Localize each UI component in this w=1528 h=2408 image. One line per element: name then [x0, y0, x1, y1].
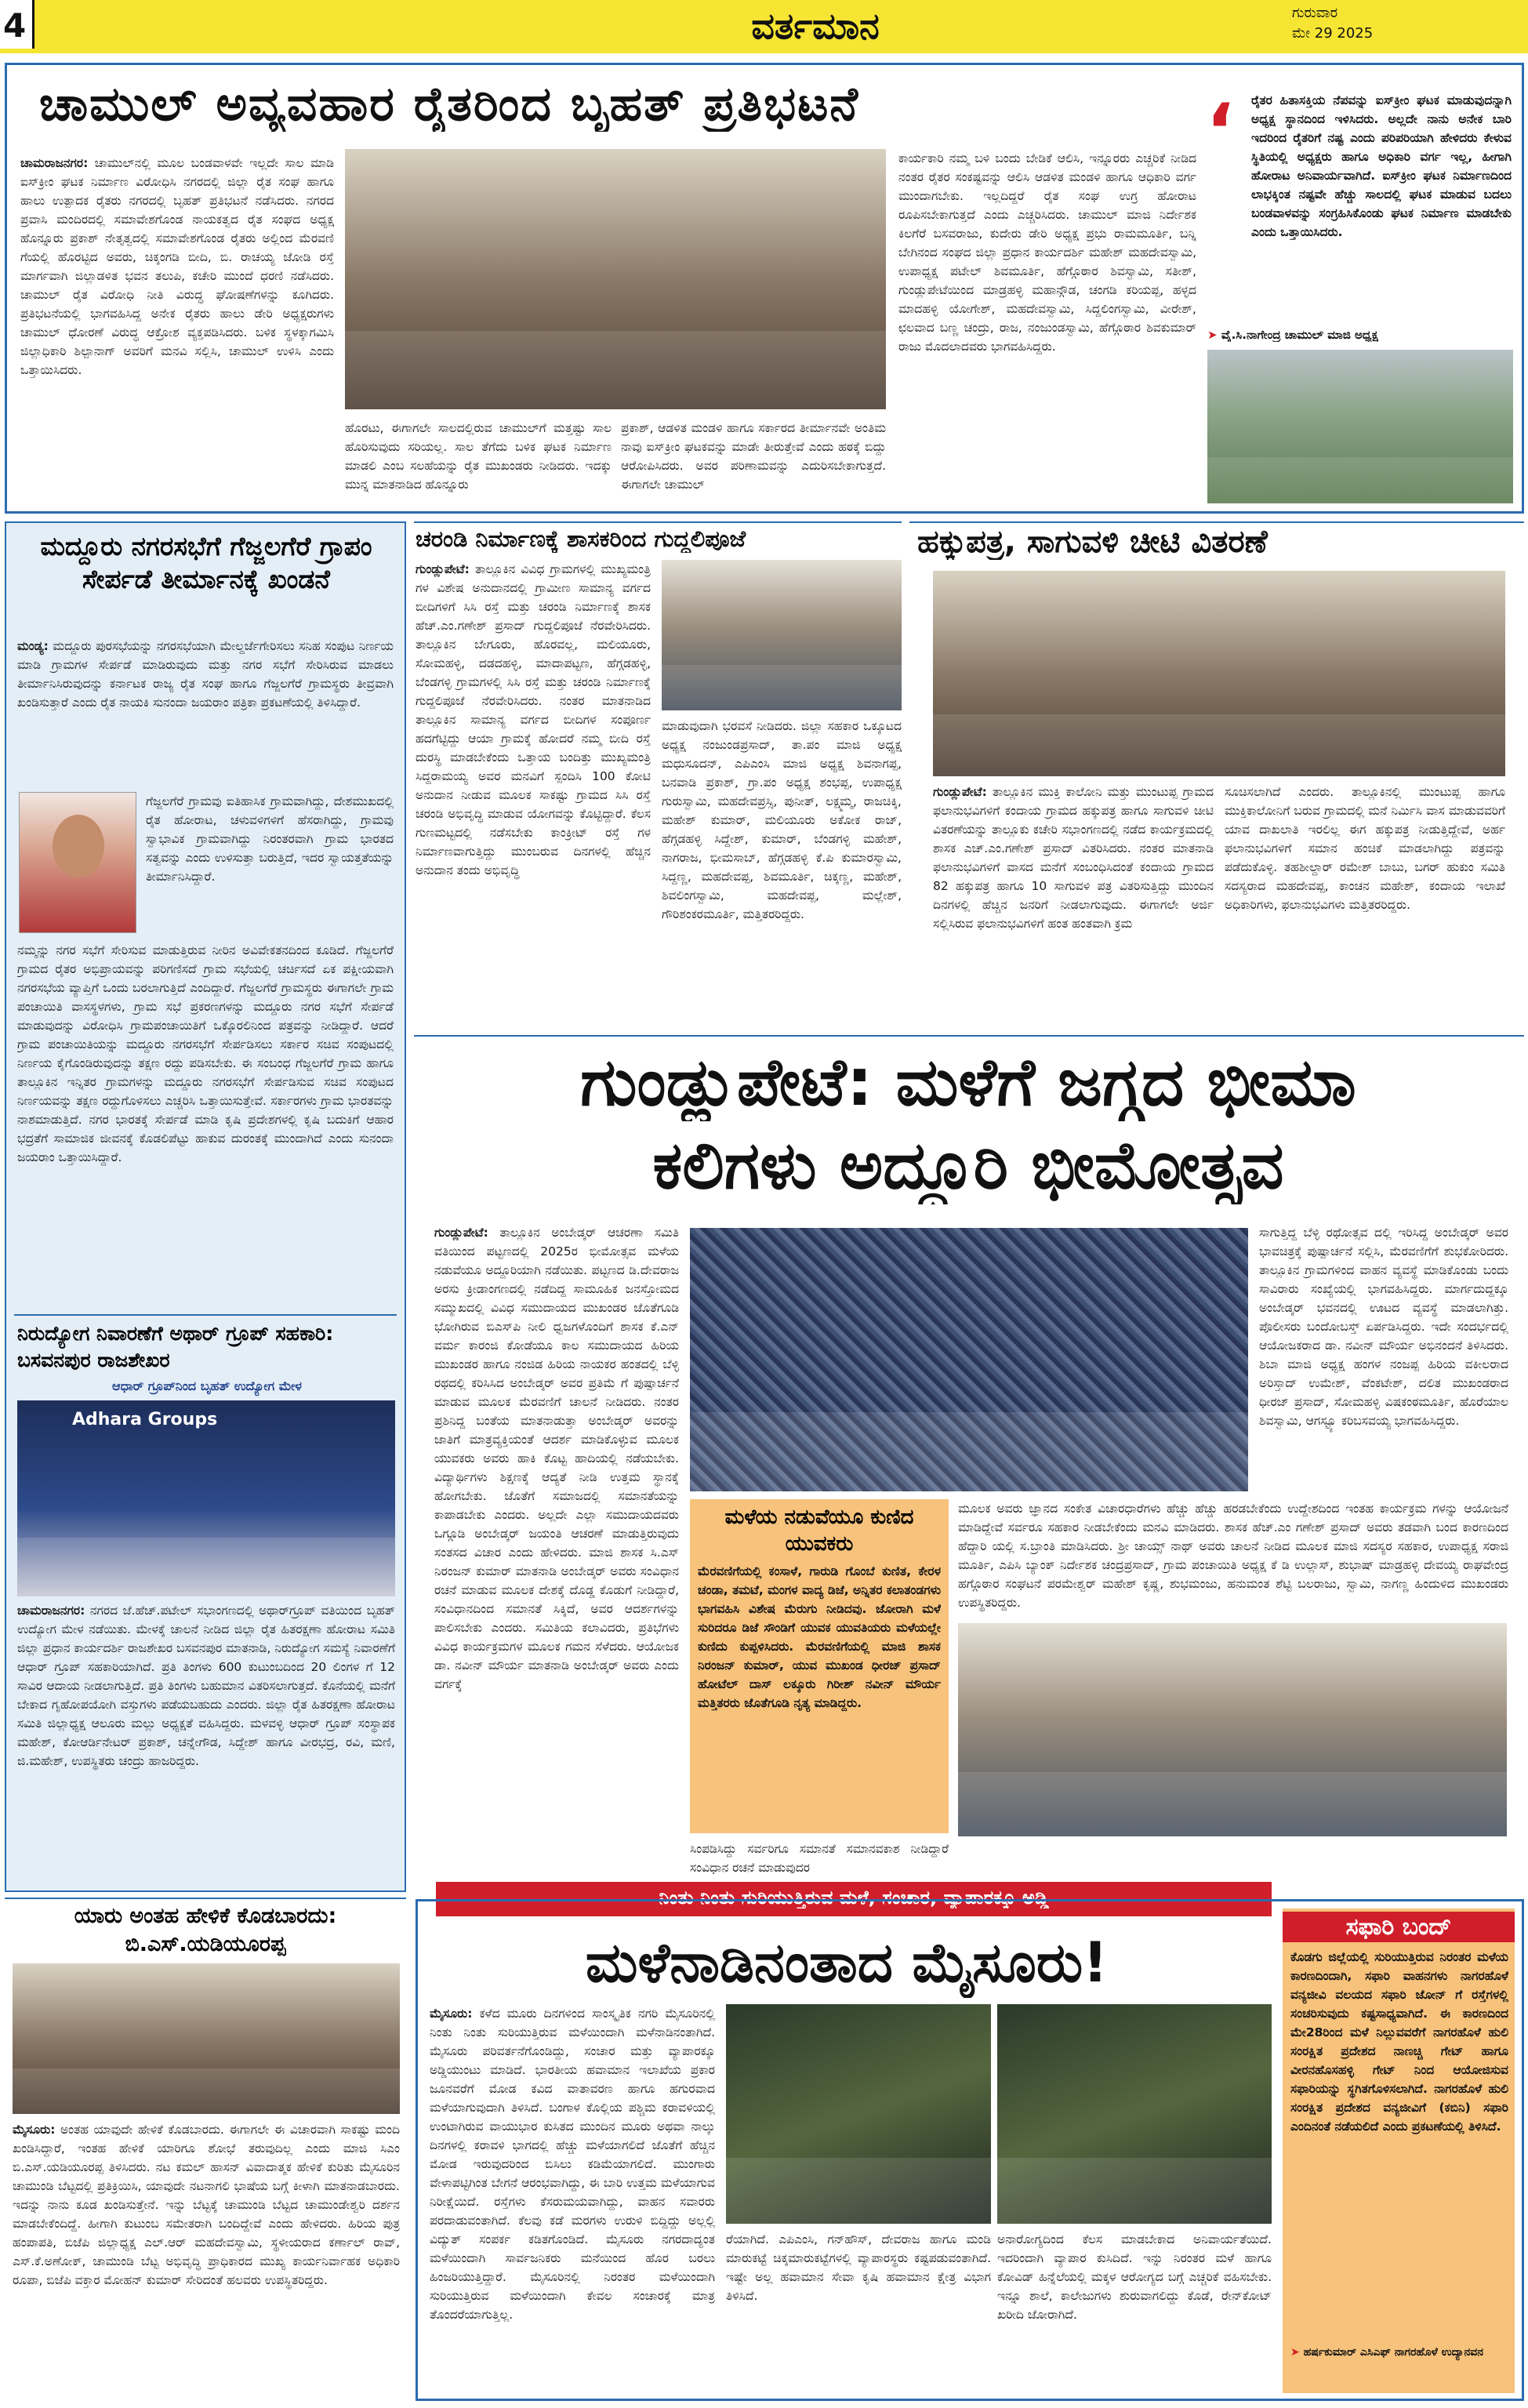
story1-mid-col: ಪ್ರಕಾಶ್, ಆಡಳಿತ ಮಂಡಳಿ ಹಾಗೂ ಸರ್ಕಾರದ ತೀರ್ಮಾನವೇ ಅಂತಿಮ ನಾವು ಐಸ್‌ಕ್ರೀಂ ಘಟಕವನ್ನು ಮಾಡೇ ತೀರುತ್ತೇವೆ ಎಂದು ಹಠಕ್ಕೆ ಬಿದ್ದು ಆರೋಪಿಸಿದರು. ಅವರ ಪರಿಣಾಮವನ್ನು ಎದುರಿಸಬೇಕಾಗುತ್ತದೆ. ಈಗಾಗಲೇ ಚಾಮುಲ್ — [621, 421, 886, 492]
story5-headline-1: ಗುಂಡ್ಲುಪೇಟೆ: ಮಳೆಗೆ ಜಗ್ಗದ ಭೀಮಾ — [580, 1044, 1356, 1120]
story7-rule — [5, 1898, 406, 1899]
story8-under-photo-1: ರೆಯಾಗಿದೆ. ಎಪಿಎಂಸಿ, ಗನ್‌ಹೌಸ್, ದೇವರಾಜ ಹಾಗೂ ಮಂಡಿ ಮಾರುಕಟ್ಟೆ ಚಿಕ್ಕಮಾರುಕಟ್ಟೆಗಳಲ್ಲಿ ವ್ಯಾಪಾರಸ್ಥರು ಕಷ್ಟಪಡುವಂತಾಗಿದೆ. ಇಷ್ಟೇ ಅಲ್ಲ ಹವಾಮಾನ ಸೇವಾ ಕೃಷಿ ಹವಾಮಾನ ಕ್ಷೇತ್ರ ವಿಭಾಗ ತಿಳಿಸಿದೆ. — [726, 2232, 991, 2303]
story1-col3: ಕಾರ್ಯಕಾರಿ ನಮ್ಮ ಬಳಿ ಬಂದು ಬೇಡಿಕೆ ಆಲಿಸಿ, ಇನ್ನೂರರು ಎಚ್ಚರಿಕೆ ನೀಡಿದ ನಂತರ ರೈತರ ಸಂಕಷ್ಟವನ್ನು ಆಲಿಸಿ ಆಡಳಿತ ಮಂಡಳಿ ಹಾಗೂ ಆಧಿಕಾರಿ ವರ್ಗ ಮುಂದಾಗಬೇಕು. ಇಲ್ಲದಿದ್ದರೆ ರೈತ ಸಂಘ ಉಗ್ರ ಹೋರಾಟ ರೂಪಿಸಬೇಕಾಗುತ್ತದೆ ಎಂದು ಎಚ್ಚರಿಸಿದರು. ಚಾಮುಲ್ ಮಾಜಿ ನಿರ್ದೇಶಕ ಕಿಲಗೆರೆ ಬಸವರಾಜು, ಕುದೇರು ಡೇರಿ ಅಧ್ಯಕ್ಷ ಪ್ರಭು ರಾಮಮೂರ್ತಿ, ಬನ್ನಿ ಬೇಗಿನಂದ ಸಂಘದ ಜಿಲ್ಲಾ ಪ್ರಧಾನ ಕಾರ್ಯದರ್ಶಿ ಮಹೇಶ್ ಮಹದೇವಸ್ವಾಮಿ, ಉಪಾಧ್ಯಕ್ಷ ಪಟೇಲ್ ಶಿವಮೂರ್ತಿ, ಹೆಗ್ಗೊಠಾರ ಶಿವಸ್ವಾಮಿ, ಸತೀಶ್, ಗುಂಡ್ಲುಪೇಟೆಯಿಂದ ಮಾಡ್ರಹಳ್ಳಿ ಮಹಾನ್ಗೌಡ, ಚಂಗಡಿ ಕರಿಯಪ್ಪ, ಹಳ್ಳದ ಮಾದಹಳ್ಳಿ ಯೋಗೇಶ್, ಮಹದೇವಸ್ವಾಮಿ, ಸಿದ್ದಲಿಂಗಸ್ವಾಮಿ, ವೀರೇಶ್, ಛಲವಾದ ಬಣ್ಣ ಚಂದ್ರು, ರಾಜ, ನಂಜುಂಡಸ್ವಾಮಿ, ಹೆಗ್ಗೊಠಾರ ಶಿವಕುಮಾರ್ ರಾಜು ಮೊದಲಾದವರು ಭಾಗವಹಿಸಿದ್ದರು. — [898, 151, 1196, 354]
story2-lead-text: ಮದ್ದೂರು ಪುರಸಭೆಯನ್ನು ನಗರಸಭೆಯಾಗಿ ಮೇಲ್ದರ್ಜೆಗೇರಿಸಲು ಸನಿಹ ಸಂಪುಟ ನಿರ್ಣಯ ಮಾಡಿ ಗ್ರಾಮಗಳ ಸೇರ್ಪಡೆ ಮಾಡಿರುವುದು ಮತ್ತು ನಗರ ಸಭೆಗೆ ಸೇರಿಸಿರುವ ಮಾಡಲು ತೀರ್ಮಾನಿಸಿರುವುದನ್ನು ಕರ್ನಾಟಕ ರಾಜ್ಯ ರೈತ ಸಂಘ ಹಾಗೂ ಗೆಜ್ಜಲಗೆರೆ ಗ್ರಾಮಸ್ಥರು ತೀವ್ರವಾಗಿ ಖಂಡಿಸುತ್ತಾರೆ ಎಂದು ರೈತ ನಾಯಕಿ ಸುನಂದಾ ಜಯರಾಂ ಪತ್ರಿಕಾ ಪ್ರಕಟಣೆಯಲ್ಲಿ ತಿಳಿಸಿದ್ದಾರೆ. — [17, 639, 394, 710]
masthead-date: ಮೇ 29 2025 — [1292, 25, 1374, 42]
safari-attrib-text: ಹರ್ಷಕುಮಾರ್ ಎಸಿಎಫ್ ನಾಗರಹೊಳೆ ಉದ್ಯಾನವನ — [1303, 2346, 1484, 2359]
story8-photo-tree — [726, 2004, 991, 2224]
story3-body-text: ನಂತರ ಮಾತನಾಡಿದ ತಾಲ್ಲೂಕಿನ ಸಾಮಾನ್ಯ ವರ್ಗದ ಬೀದಿಗಳ ಸಂಪೂರ್ಣ ಹದಗೆಟ್ಟಿದ್ದು ಆಯಾ ಗ್ರಾಮಕ್ಕೆ ಹೋದರೆ ನಮ್ಮ ಬೀದಿ ರಸ್ತೆ ದುರಸ್ಥಿ ಮಾಡಬೇಕೆಂದು ಒತ್ತಾಯ ಬಂದಿತ್ತು ಮುಖ್ಯಮಂತ್ರಿ ಸಿದ್ದರಾಮಯ್ಯ ಅವರ ಮನವಿಗೆ ಸ್ಪಂದಿಸಿ 100 ಕೋಟಿ ಅನುದಾನ ನೀಡುವ ಮೂಲಕ ಸಾಕಷ್ಟು ಗ್ರಾಮದ ಸಿಸಿ ರಸ್ತೆ ಚರಂಡಿ ಅಭಿವೃದ್ಧಿ ಮಾಡುವ ಯೋಗವನ್ನು ಕೊಟ್ಟಿದ್ದಾರೆ. ಕೆಲಸ ಗುಣಮಟ್ಟದಲ್ಲಿ ನಡೆಸಬೇಕು ಕಾಂಕ್ರೀಟ್ ರಸ್ತೆ ಗಳ ನಿರ್ಮಾಣವಾಗುತ್ತಿದ್ದು ಮುಂಬರುವ ದಿನಗಳಲ್ಲಿ ಹೆಚ್ಚಿನ ಅನುದಾನ ತಂದು ಅಭಿವೃದ್ಧಿ — [416, 694, 651, 877]
story3-lead-text: ತಾಲ್ಲೂಕಿನ ವಿವಿಧ ಗ್ರಾಮಗಳಲ್ಲಿ ಮುಖ್ಯಮಂತ್ರಿ ಗಳ ವಿಶೇಷ ಅನುದಾನದಲ್ಲಿ ಗ್ರಾಮೀಣ ಸಾಮಾನ್ಯ ವರ್ಗದ ಬೀದಿಗಳಿಗೆ ಸಿಸಿ ರಸ್ತೆ ಮತ್ತು ಚರಂಡಿ ನಿರ್ಮಾಣಕ್ಕೆ ಶಾಸಕ ಹೆಚ್.ಎಂ.ಗಣೇಶ್ ಪ್ರಸಾದ್ ಗುದ್ದಲಿಪೂಜೆ ನೆರವೇರಿಸಿದರು. ತಾಲ್ಲೂಕಿನ ಬೇಗೂರು, ಹೊರವಲ್ಲ, ಮಲಿಯೂರು, ಸೋಮಹಳ್ಳಿ, ದಡದಹಳ್ಳಿ, ಮಾದಾಪಟ್ಟಣ, ಹೆಗ್ಗಡಹಳ್ಳಿ, ಬೆಂಡಗಳ್ಳಿ ಗ್ರಾಮಗಳಲ್ಲಿ ಸಿಸಿ ರಸ್ತೆ ಮತ್ತು ಚರಂಡಿ ನಿರ್ಮಾಣಕ್ಕೆ ಗುದ್ದಲಿಪೂಜೆ ನೆರವೇರಿಸಿದರು. — [416, 562, 651, 708]
paper-name: ವರ್ತಮಾನ — [751, 5, 880, 47]
story8-photo-street — [997, 2004, 1272, 2224]
story7-body-text: ಅಂತಹ ಯಾವುದೇ ಹೇಳಿಕೆ ಕೊಡಬಾರದು. ಈಗಾಗಲೇ ಈ ವಿಚಾರವಾಗಿ ಸಾಕಷ್ಟು ಮಂದಿ ಖಂಡಿಸಿದ್ದಾರೆ, ಇಂತಹ ಹೇಳಿಕೆ ಯಾರಿಗೂ ಶೋಭೆ ತರುವುದಿಲ್ಲ ಎಂದು ಮಾಜಿ ಸಿಎಂ ಬಿ.ಎಸ್.ಯಡಿಯೂರಪ್ಪ ತಿಳಿಸಿದರು. ನಟ ಕಮಲ್ ಹಾಸನ್ ವಿವಾದಾತ್ಮಕ ಹೇಳಿಕೆ ಕುರಿತು ಮೈಸೂರಿನ ಚಾಮುಂಡಿ ಬೆಟ್ಟದಲ್ಲಿ ಪ್ರತಿಕ್ರಿಯಿಸಿ, ಯಾವುದೇ ನಟನಾಗಲಿ ಭಾಷೆಯ ಬಗ್ಗೆ ಕೀಳಾಗಿ ಮಾತನಾಡಬಾರದು. ಇದನ್ನು ನಾನು ಕೂಡ ಖಂಡಿಸುತ್ತೇನೆ. ಇನ್ನು ಬೆಟ್ಟಕ್ಕೆ ಚಾಮುಂಡಿ ಬೆಟ್ಟದ ಚಾಮುಂಡೇಶ್ವರಿ ದರ್ಶನ ಮಾಡಬೇಕೆಂದಿದ್ದೆ. ಹೀಗಾಗಿ ಕುಟುಂಬ ಸಮೇತರಾಗಿ ಬಂದಿದ್ದೇವೆ ಎಂದು ಹೇಳಿದರು. ಹಿರಿಯ ಪುತ್ರ ಹಂಪಾಪತಿ, ಬಿಜೆಪಿ ಜಿಲ್ಲಾಧ್ಯಕ್ಷ ಎಲ್.ಆರ್ ಮಹದೇವಸ್ವಾಮಿ, ಸ್ಥಳೀಯರಾದ ಕರ್ಣಾಲ್ ರಾವ್, ಎಸ್.ಕೆ.ಅಣೋಕ್, ಚಾಮುಂಡಿ ಬೆಟ್ಟ ಅಭಿವೃದ್ಧಿ ಪ್ರಾಧಿಕಾರದ ಮುಖ್ಯ ಕಾರ್ಯನಿರ್ವಾಹಕ ಅಧಿಕಾರಿ ರೂಪಾ, ಬಿಜೆಪಿ ವಕ್ತಾರ ಮೋಹನ್ ಕುಮಾರ್ ಸೇರಿದಂತೆ ಹಲವರು ಉಪಸ್ಥಿತರಿದ್ದರು. — [13, 2123, 400, 2287]
quote-attrib — [1207, 328, 1513, 342]
story5-bottom-left: ಸಿಂಪಡಿಸಿದ್ದು ಸರ್ವರಿಗೂ ಸಮಾನತೆ ಸಮಾನವಕಾಶ ನೀಡಿದ್ದಾರೆ ಸಂವಿಧಾನ ರಚನೆ ಮಾಡುವುದರ — [690, 1842, 949, 1875]
story6-banner: Adhara Groups — [72, 1410, 218, 1429]
story3-rule — [414, 521, 902, 523]
story7-body — [13, 2120, 400, 2395]
story8-under-photo-2: ಅನಾರೋಗ್ಯದಿಂದ ಕೆಲಸ ಮಾಡಬೇಕಾದ ಅನಿವಾರ್ಯತೆಯಿದೆ. ಇದರಿಂದಾಗಿ ವ್ಯಾಪಾರ ಕುಸಿದಿದೆ. ಇನ್ನು ನಿರಂತರ ಮಳೆ ಹಾಗೂ ಕೋವಿಡ್ ಹಿನ್ನೆಲೆಯಲ್ಲಿ ಮಕ್ಕಳ ಆರೋಗ್ಯದ ಬಗ್ಗೆ ಎಚ್ಚರಿಕೆ ವಹಿಸಬೇಕು. ಇನ್ನೂ ಶಾಲೆ, ಕಾಲೇಜುಗಳು ಶುರುವಾಗಲಿದ್ದು ಕೊಡೆ, ರೇನ್‌ಕೋಟ್ ಖರೀದಿ ಜೋರಾಗಿದೆ. — [997, 2232, 1272, 2322]
story5-sidebar-title: ಮಳೆಯ ನಡುವೆಯೂ ಕುಣಿದ ಯುವಕರು — [724, 1505, 914, 1556]
story1-headline: ಚಾಮುಲ್ ಅವ್ಯವಹಾರ ರೈತರಿಂದ ಬೃಹತ್ ಪ್ರತಿಭಟನೆ — [39, 77, 860, 132]
story5-col1 — [434, 1223, 679, 1835]
story5-dateline: ಗುಂಡ್ಲುಪೇಟೆ: — [434, 1226, 488, 1240]
story2-dateline: ಮಂಡ್ಯ: — [17, 639, 49, 653]
story3-photo — [662, 560, 902, 710]
story6-body — [17, 1601, 395, 1887]
story3-col2: ಮಾಡುವುದಾಗಿ ಭರವಸೆ ನೀಡಿದರು. ಜಿಲ್ಲಾ ಸಹಕಾರ ಒಕ್ಕೂಟದ ಅಧ್ಯಕ್ಷ ನಂಜುಂಡಪ್ರಸಾದ್, ತಾ.ಪಂ ಮಾಜಿ ಅಧ್ಯಕ್ಷ ಮಧುಸೂದನ್, ಎಪಿಎಂಸಿ ಮಾಜಿ ಅಧ್ಯಕ್ಷ ಶಿವನಾಗಪ್ಪ, ಬನವಾಡಿ ಪ್ರಕಾಶ್, ಗ್ರಾ.ಪಂ ಅಧ್ಯಕ್ಷ ಶಂಭಪ್ಪ, ಉಪಾಧ್ಯಕ್ಷ ಗುರುಸ್ವಾಮಿ, ಮಹದೇವಪ್ರಸ್ಸಿ, ಪುನೀತ್, ಲಕ್ಷ್ಮಮ್ಮ, ರಾಜಚಿಕ್ಕಿ, ಮಹೇಶ್ ಕುಮಾರ್, ಮಲಿಯೂರು ಅಕೋಕ ರಾಜ್, ಹೆಗ್ಗಡಹಳ್ಳಿ ಸಿದ್ದೇಶ್, ಕುಮಾರ್, ಬೆಂಡಗಳ್ಳಿ ಮಹೇಶ್, ನಾಗರಾಜ, ಭೀಮಸಾಬ್, ಹೆಗ್ಗಡಹಳ್ಳಿ ಕೆ.ಪಿ ಕುಮಾರಸ್ವಾಮಿ, ಸಿದ್ದಣ್ಣ, ಮಹದೇವಪ್ಪ, ಶಿವಮೂರ್ತಿ, ಚಿಕ್ಕಣ್ಣ, ಮಹೇಶ್, ಶಿವಲಿಂಗಸ್ವಾಮಿ, ಮಹದೇವಪ್ಪ, ಮಲ್ಲೇಶ್, ಗೌರಿಶಂಕರಮೂರ್ತಿ, ಮತ್ತಿತರರಿದ್ದರು. — [662, 719, 902, 921]
story5-col2-top: ಸಾಗುತ್ತಿದ್ದ ಬೆಳ್ಳಿ ರಥೋತ್ಸವ ದಲ್ಲಿ ಇರಿಸಿದ್ದ ಅಂಬೇಡ್ಕರ್ ಅವರ ಭಾವಚಿತ್ರಕ್ಕೆ ಪುಷ್ಪಾರ್ಚನೆ ಸಲ್ಲಿಸಿ, ಮೆರವಣಿಗೆಗೆ ಶುಭಕೋರಿದರು. ತಾಲ್ಲೂಕಿನ ಗ್ರಾಮಗಳಿಂದ ವಾಹನ ವ್ಯವಸ್ಥೆ ಮಾಡಿಕೊಂಡು ಬಂದು ಸಾವಿರಾರು ಸಂಖ್ಯೆಯಲ್ಲಿ ಭಾಗವಹಿಸಿದ್ದರು. ಮಾರ್ಗದುದ್ದಕ್ಕೂ ಅಂಬೇಡ್ಕರ್ ಭವನದಲ್ಲಿ ಊಟದ ವ್ಯವಸ್ಥೆ ಮಾಡಲಾಗಿತ್ತು. ಪೊಲೀಸರು ಬಂದೋಬಸ್ತ್ ಏರ್ಪಡಿಸಿದ್ದರು. ಇದೇ ಸಂದರ್ಭದಲ್ಲಿ ಆಯೋಜಕರಾದ ಡಾ. ನವೀನ್ ಮೌರ್ಯ ಅಭಿನಂದನೆ ತಿಳಿಸಿದರು. ಶಿಬಾ ಮಾಜಿ ಅಧ್ಯಕ್ಷ ಹಂಗಳ ನಂಜಪ್ಪ ಹಿರಿಯ ವಕೀಲರಾದ ಅರಿಸ್ತಾದ್ ಉಮೇಶ್, ವೆಂಕಟೇಶ್, ದಲಿತ ಮುಖಂಡರಾದ ಧೀರಜ್ ಪ್ರಸಾದ್, ಸೋಮಹಳ್ಳಿ ವಿಷಕಂಠಮೂರ್ತಿ, ಹೊರೆಯಾಲ ಶಿವಸ್ವಾಮಿ, ಆಗಸ್ಟ್ಯೂ ಕರಿಬಸವಯ್ಯ ಭಾಗವಹಿಸಿದ್ದರು. — [1259, 1226, 1508, 1428]
story6-photo — [17, 1400, 395, 1596]
story4-headline: ಹಕ್ಕುಪತ್ರ, ಸಾಗುವಳಿ ಚೀಟಿ ವಿತರಣೆ — [917, 524, 1268, 560]
story5-headline-2: ಕಲಿಗಳು ಅದ್ದೂರಿ ಭೀಮೋತ್ಸವ — [652, 1127, 1284, 1204]
story5-col2-bottom: ಮೂಲಕ ಅವರು ಜ್ಞಾನದ ಸಂಕೇತ ವಿಚಾರಧಾರೆಗಳು ಹೆಚ್ಚು ಹೆಚ್ಚು ಹರಡಬೇಕೆಂದು ಉದ್ದೇಶದಿಂದ ಇಂತಹ ಕಾರ್ಯಕ್ರಮ ಗಳನ್ನು ಆಯೋಜನೆ ಮಾಡಿದ್ದೇವೆ ಸರ್ವರೂ ಸಹಕಾರ ನೀಡಬೇಕೆಂದು ಮನವಿ ಮಾಡಿದರು. ಶಾಸಕ ಹೆಚ್.ಎಂ ಗಣೇಶ್ ಪ್ರಸಾದ್ ಅವರು ತಡವಾಗಿ ಬಂದ ಕಾರಣದಿಂದ ಹೆದ್ದಾರಿ ಯಲ್ಲಿ ಸ.ಬ್ರಾಂತಿ ಮಾಡಿಸಿದರು. ಶ್ರೀ ಚಾಯ್ಸ್ ನಾಥ್ ಅವರು ಚಾಲನೆ ನೀಡಿದ ಮೂಲಕ ಮಾಜಿ ಸದಸ್ಯರ ಸಹಕಾರ, ಉಪಾಧ್ಯಕ್ಷ ಸರಾಜಿ ಮೂರ್ತಿ, ಎಪಿಸಿ ಬ್ಯಾಂಕ್ ನಿರ್ದೇಶಕ ಚಂದ್ರಪ್ರಸಾದ್, ಗ್ರಾಮ ಪಂಚಾಯಿತಿ ಅಧ್ಯಕ್ಷ ಕೆ ಡಿ ಉಲ್ಲಾಸ್, ಶುಭಾಷ್ ಮಾಡ್ರಹಳ್ಳಿ ದೇವಯ್ಯ ರಾಘವೇಂದ್ರ ಹಗ್ಗೊಠಾರ ಸಂಘಟನೆ ಪರಮೇಶ್ವರ್ ಮಹೇಶ್ ಕೃಷ್ಣ, ಶುಭಮಂಜು, ಹನುಮಂತ ಶೆಟ್ಟಿ ಬಲರಾಜು, ಸ್ವಾಮಿ, ನಾಗಣ್ಣ ಹಿಂದುಳಿದ ಮುಖಂಡರು ಉಪಸ್ಥಿತರಿದ್ದರು. — [958, 1502, 1508, 1610]
story1-col1 — [20, 154, 334, 507]
story2-body: ನಮ್ಮನ್ನು ನಗರ ಸಭೆಗೆ ಸೇರಿಸುವ ಮಾಡುತ್ತಿರುವ ನೀರಿನ ಅವಿವೇಕತನದಿಂದ ಕೂಡಿದೆ. ಗೆಜ್ಜಲಗೆರೆ ಗ್ರಾಮದ ರೈತರ ಅಭಿಪ್ರಾಯವನ್ನು ಪರಿಗಣಿಸದೆ ಗ್ರಾಮ ಸಭೆಯಲ್ಲಿ ಚರ್ಚಿಸದೆ ಏಕ ಪಕ್ಷೀಯವಾಗಿ ನಗರಸಭೆಯ ವ್ಯಾಪ್ತಿಗೆ ಒಂದು ಬರಲಾಗುತ್ತಿದೆ ಎಂದಿದ್ದಾರೆ. ಗೆಜ್ಜಲಗೆರೆ ಗ್ರಾಮಸ್ಥರು ಈಗಾಗಲೇ ಗ್ರಾಮ ಪಂಚಾಯಿತಿ ವಾಸಸ್ಥಳಗಳು, ಗ್ರಾಮ ಸಭೆ ಪ್ರಕರಣಗಳನ್ನು ಮದ್ದೂರು ನಗರ ಸಭೆಗೆ ಸೇರ್ಪಡೆ ಮಾಡುವುದನ್ನು ವಿರೋಧಿಸಿ ಗ್ರಾಮಪಂಚಾಯಿತಿಗೆ ಒಕ್ಕೊರಲಿನಿಂದ ಪತ್ರವನ್ನು ನೀಡಿದ್ದಾರೆ. ಆದರೆ ಗ್ರಾಮ ಪಂಚಾಯಿತಿಯನ್ನು ಮದ್ದೂರು ನಗರಸಭೆಗೆ ಸೇರ್ಪಡಿಸಲು ಸರ್ಕಾರ ಸಚಿವ ಸಂಪುಟದಲ್ಲಿ ನಿರ್ಣಯ ಕೈಗೊಂಡಿರುವುದನ್ನು ತಕ್ಷಣ ರದ್ದು ಪಡಿಸಬೇಕು. ಈ ಸಂಬಂಧ ಗೆಜ್ಜಲಗೆರೆ ಗ್ರಾಮ ಹಾಗೂ ತಾಲ್ಲೂಕಿನ ಇನ್ನಿತರ ಗ್ರಾಮಗಳನ್ನು ಮದ್ದೂರು ನಗರಸಭೆಗೆ ಸೇರ್ಪಡಿಸುವ ಸಚಿವ ಸಂಪುಟದ ನಿರ್ಣಯವನ್ನು ತಕ್ಷಣ ರದ್ದುಗೊಳಿಸಲು ಎಚ್ಚರಿಸಿ ಒತ್ತಾಯಿಸುತ್ತೇವೆ. ಸರ್ಕಾರಗಳು ಗ್ರಾಮ ಭಾರತವನ್ನು ನಾಶಮಾಡುತ್ತಿದೆ. ನಗರ ಭಾರತಕ್ಕೆ ಸೇರ್ಪಡೆ ಮಾಡಿ ಕೃಷಿ ಪ್ರದೇಶಗಳಲ್ಲಿ ಕೃಷಿ ಬದುಕಿಗೆ ಆಹಾರ ಭದ್ರತೆಗೆ ಸಾಮಾಜಿಕ ಜೀವನಕ್ಕೆ ಕೊಡಲಿಪೆಟ್ಟು ಹಾಕುವ ದುರಂತಕ್ಕೆ ಮುಂದಾಗಿದೆ ಎಂದು ಸುನಂದಾ ಜಯರಾಂ ಒತ್ತಾಯಿಸಿದ್ದಾರೆ. — [17, 943, 394, 1164]
story4-dateline: ಗುಂಡ್ಲುಪೇಟೆ: — [933, 785, 987, 799]
arrow-icon: ➤ — [1290, 2346, 1300, 2359]
story5-photo-crowd — [690, 1228, 1248, 1491]
story2-portrait — [19, 792, 136, 933]
safari-sidebar-text: ಕೊಡಗು ಜಿಲ್ಲೆಯಲ್ಲಿ ಸುರಿಯುತ್ತಿರುವ ನಿರಂತರ ಮಳೆಯ ಕಾರಣದಿಂದಾಗಿ, ಸಫಾರಿ ವಾಹನಗಳು ನಾಗರಹೊಳೆ ವನ್ಯಜೀವಿ ವಲಯದ ಸಫಾರಿ ಜೋನ್ ಗೆ ರಸ್ತೆಗಳಲ್ಲಿ ಸಂಚರಿಸುವುದು ಕಷ್ಟಸಾಧ್ಯವಾಗಿದೆ. ಈ ಕಾರಣದಿಂದ ಮೇ28ರಿಂದ ಮಳೆ ನಿಲ್ಲುವವರೆಗೆ ನಾಗರಹೊಳೆ ಹುಲಿ ಸಂರಕ್ಷಿತ ಪ್ರದೇಶದ ನಾಣಚ್ಚಿ ಗೇಟ್ ಹಾಗೂ ವೀರನಹೊಸಹಳ್ಳಿ ಗೇಟ್ ನಿಂದ ಆಯೋಜಿಸುವ ಸಫಾರಿಯನ್ನು ಸ್ಥಗಿತಗೊಳಿಸಲಾಗಿದೆ. ನಾಗರಹೊಳೆ ಹುಲಿ ಸಂರಕ್ಷಿತ ಪ್ರದೇಶದ ವನ್ಯಜೀವಿಗೆ (ಕಬಿನಿ) ಸಫಾರಿ ಎಂದಿನಂತೆ ನಡೆಯಲಿದೆ ಎಂದು ಪ್ರಕಟಣೆಯಲ್ಲಿ ತಿಳಿಸಿದೆ. — [1290, 1950, 1508, 2134]
story4-photo — [933, 571, 1505, 776]
story6-headline: ನಿರುದ್ಯೋಗ ನಿವಾರಣೆಗೆ ಅಥಾರ್ ಗ್ರೂಪ್ ಸಹಕಾರಿ: ಬಸವನಪುರ ರಾಜಶೇಖರ — [17, 1322, 334, 1371]
story1-photo-protest — [1207, 350, 1513, 503]
story1-dateline: ಚಾಮರಾಜನಗರ: — [20, 156, 89, 170]
story8-col1 — [430, 2004, 715, 2393]
story8-col1b-text: ರಸ್ತೆಗಳು ಕೆಸರುಮಯವಾಗಿದ್ದು, ವಾಹನ ಸವಾರರು ಪರದಾಡುವಂತಾಗಿದೆ. ಕೆಲವು ಕಡೆ ಮರಗಳು ಉರುಳಿ ಬಿದ್ದಿದ್ದು ಅಲ್ಲಲ್ಲಿ ವಿದ್ಯುತ್ ಸಂಪರ್ಕ ಕಡಿತಗೊಂಡಿದೆ. ಮೈಸೂರು ನಗರದಾದ್ಯಂತ ಮಳೆಯಿಂದಾಗಿ ಸಾರ್ವಜನಿಕರು ಮನೆಯಿಂದ ಹೊರ ಬರಲು ಹಿಂಜರಿಯುತ್ತಿದ್ದಾರೆ. ಮೈಸೂರಿನಲ್ಲಿ ನಿರಂತರ ಮಳೆಯಿಂದಾಗಿ ಸುರಿಯುತ್ತಿರುವ ಮಳೆಯಿಂದಾಗಿ ಕೇವಲ ಸಂಚಾರಕ್ಕೆ ಮಾತ್ರ ತೊಂದರೆಯಾಗುತ್ತಿಲ್ಲ. — [430, 2195, 715, 2322]
arrow-icon: ➤ — [1207, 328, 1218, 342]
story6-divider — [14, 1314, 397, 1316]
story1-photo-caption: ಹೊರಟು, ಈಗಾಗಲೇ ಸಾಲದಲ್ಲಿರುವ ಚಾಮುಲ್‌ಗೆ ಮತ್ತಷ್ಟು ಸಾಲ ಹೊರಿಸುವುದು ಸರಿಯಲ್ಲ. ಸಾಲ ತೆಗೆದು ಬಳಿಕ ಘಟಕ ನಿರ್ಮಾಣ ಮಾಡಲಿ ಎಂಬ ಸಲಹೆಯನ್ನು ರೈತ ಮುಖಂಡರು ನೀಡಿದರು. ಇದಕ್ಕು ಮುನ್ನ ಮಾತನಾಡಿದ ಹೊನ್ನೂರು — [345, 421, 612, 492]
story5-col1-text: ತಾಲ್ಲೂಕಿನ ಅಂಬೇಡ್ಕರ್ ಆಚರಣಾ ಸಮಿತಿ ವತಿಯಿಂದ ಪಟ್ಟಣದಲ್ಲಿ 2025ರ ಭೀಮೋತ್ಸವ ಮಳೆಯ ನಡುವೆಯೂ ಅದ್ದೂರಿಯಾಗಿ ನಡೆಯಿತು. ಪಟ್ಟಣದ ಡಿ.ದೇವರಾಜ ಅರಸು ಕ್ರೀಡಾಂಗಣದಲ್ಲಿ ನಡೆದಿದ್ದ ಸಾಮೂಹಿಕ ಜನಸ್ತೋಮದ ಸಮ್ಮುಖದಲ್ಲಿ ವಿವಿಧ ಸಮುದಾಯದ ಮುಖಂಡರ ಜೊತೆಗೂಡಿ ಭೋಗಿರುವ ಬಿಎಸ್‌ಪಿ ನೀಲಿ ಧ್ವಜಗಳೊಂದಿಗೆ ಶಾಸಕ ಕೆ.ಎನ್ ವರ್ಮ ಕಾರಂಜಿ ಕೋಡೆಯೂ ಕಾಲ ಸಮುದಾಯದ ಹಿರಿಯ ಮುಖಂಡರ ಹಾಗೂ ನಂಜಿಡ ಹಿರಿಯ ನಾಯಕರ ಹಂತದಲ್ಲಿ ಬೆಳ್ಳಿ ರಥದಲ್ಲಿ ಕರಿಸಿಸಿದ ಅಂಬೇಡ್ಕರ್ ಅವರ ಪ್ರತಿಮೆ ಗೆ ಪುಷ್ಪಾರ್ಚನೆ ಮಾಡುವ ಮೂಲಕ ಮೆರವಣಿಗೆ ಚಾಲನೆ ನೀಡಿದರು. ನಂತರ ಪ್ರಶಿನಿದ್ದ ಬಂತೆಯ ಮಾತನಾಡುತ್ತಾ ಅಂಬೇಡ್ಕರ್ ಅವರನ್ನು ಜಾತಿಗೆ ಮಾತ್ರವ್ಯಕ್ತಿಯಂತೆ ಆದರ್ಶ ಮಾಡಿಕೊಳ್ಳುವ ಮೂಲಕ ಯುವಕರು ಅವರು ಹಾಕಿ ಕೊಟ್ಟ ಹಾದಿಯಲ್ಲಿ ನಡೆಯಬೇಕು. ವಿದ್ಯಾರ್ಥಿಗಳು ಶಿಕ್ಷಣಕ್ಕೆ ಆದ್ಯತೆ ನೀಡಿ ಉತ್ತಮ ಸ್ಥಾನಕ್ಕೆ ಹೋಗಬೇಕು. ಜೊತೆಗೆ ಸಮಾಜದಲ್ಲಿ ಸಮಾನತೆಯನ್ನು ಕಾಪಾಡಬೇಕು ಎಂದರು. ಅಲ್ಲದೇ ಎಲ್ಲಾ ಸಮುದಾಯದವರು ಒಗ್ಗೂಡಿ ಅಂಬೇಡ್ಕರ್ ಜಯಂತಿ ಆಚರಣೆ ಮಾಡುತ್ತಿರುವುದು ಸಂತಸದ ವಿಚಾರ ಎಂದು ಹೇಳಿದರು. ಮಾಜಿ ಶಾಸಕ ಸಿ.ಎಸ್ ನಿರಂಜನ್ ಕುಮಾರ್ ಮಾತನಾಡಿ ಅಂಬೇಡ್ಕರ್ ಅವರು ಸಂವಿಧಾನ ರಚನೆ ಮಾಡುವ ಮೂಲಕ ದೇಶಕ್ಕೆ ದೊಡ್ಡ ಕೊಡುಗೆ ನೀಡಿದ್ದಾರೆ, ಸಂವಿಧಾನದಿಂದ ಸಮಾನತೆ ಸಿಕ್ಕಿದೆ, ಅವರ ಆದರ್ಶಗಳನ್ನು ಪಾಲಿಸಬೇಕು ಎಂದರು. ಸಮಿತಿಯ ಕಲಾವಿದರು, ಪ್ರತಿಭೆಗಳು ವಿವಿಧ ಕಾರ್ಯಕ್ರಮಗಳ ಮೂಲಕ ಗಮನ ಸೆಳೆದರು. ಆಯೋಜಕ ಡಾ. ನವೀನ್ ಮೌರ್ಯ ಮಾತನಾಡಿ ಅಂಬೇಡ್ಕರ್ ಅವರು ಎಂದು ವರ್ಗಕ್ಕೆ — [434, 1226, 679, 1691]
quote-mark: ‘ — [1206, 88, 1235, 176]
story8-kicker: ನಿಂತು ನಿಂತು ಸುರಿಯುತ್ತಿರುವ ಮಳೆ, ಸಂಚಾರ, ವ್ಯಾಪಾರಕ್ಕೂ ಅಡ್ಡಿ — [659, 1887, 1049, 1909]
safari-sidebar-title: ಸಫಾರಿ ಬಂದ್ — [1283, 1912, 1515, 1942]
masthead-day: ಗುರುವಾರ — [1292, 5, 1338, 21]
story7-photo — [13, 1963, 400, 2114]
story5-photo-stage — [958, 1623, 1507, 1836]
story1-col1-text: ಚಾಮುಲ್‌ನಲ್ಲಿ ಮೂಲ ಬಂಡವಾಳವೇ ಇಲ್ಲದೇ ಸಾಲ ಮಾಡಿ ಐಸ್‌ಕ್ರೀಂ ಘಟಕ ನಿರ್ಮಾಣ ವಿರೋಧಿಸಿ ನಗರದಲ್ಲಿ ಜಿಲ್ಲಾ ರೈತ ಸಂಘ ಹಾಗೂ ಹಾಲು ಉತ್ಪಾದಕ ರೈತರು ನಗರದಲ್ಲಿ ಬೃಹತ್ ಪ್ರತಿಭಟನೆ ನಡೆಸಿದರು. ನಗರದ ಪ್ರವಾಸಿ ಮಂದಿರದಲ್ಲಿ ಸಮಾವೇಶಗೊಂಡ ನಾಯಕತ್ವದ ರೈತ ಸಂಘದ ಅಧ್ಯಕ್ಷ ಹೊನ್ನೂರು ಪ್ರಕಾಶ್ ನೇತೃತ್ವದಲ್ಲಿ ಸಮಾವೇಶಗೊಂಡ ರೈತರು ಅಲ್ಲಿಂದ ಮೆರವಣಿ ಗೆಯಲ್ಲಿ ಹೊರಟ್ಟಿದ ಅವರು, ಚಿಕ್ಕಂಗಡಿ ಬೀದಿ, ಬಿ. ರಾಚಯ್ಯ ಜೋಡಿ ರಸ್ತೆ ಮಾರ್ಗವಾಗಿ ಜಿಲ್ಲಾಡಳಿತ ಭವನ ತಲುಪಿ, ಕಚೇರಿ ಮುಂದೆ ಧರಣಿ ನಡೆಸಿದರು. ಚಾಮುಲ್ ರೈತ ವಿರೋಧಿ ನೀತಿ ವಿರುದ್ಧ ಘೋಷಣೆಗಳನ್ನು ಕೂಗಿದರು. ಪ್ರತಿಭಟನೆಯಲ್ಲಿ ಭಾಗವಹಿಸಿದ್ದ ಅನೇಕ ರೈತರು ಹಾಲು ಡೇರಿ ಅಧ್ಯಕ್ಷರುಗಳು ಚಾಮುಲ್ ಧೋರಣೆ ವಿರುದ್ಧ ಆಕ್ರೋಶ ವ್ಯಕ್ತಪಡಿಸಿದರು. ಬಳಿಕ ಸ್ಥಳಕ್ಕಾಗಮಿಸಿ ಜಿಲ್ಲಾಧಿಕಾರಿ ಶಿಲ್ಪಾನಾಗ್ ಅವರಿಗೆ ಮನವಿ ಸಲ್ಲಿಸಿ, ಚಾಮುಲ್ ಉಳಿಸಿ ಎಂದು ಒತ್ತಾಯಿಸಿದರು. — [20, 156, 334, 377]
story1-photo — [345, 149, 886, 409]
story6-dateline: ಚಾಮರಾಜನಗರ: — [17, 1604, 85, 1618]
story2-beside-photo: ಗೆಜ್ಜಲಗೆರೆ ಗ್ರಾಮವು ಐತಿಹಾಸಿಕ ಗ್ರಾಮವಾಗಿದ್ದು, ದೇಶಮುಖದಲ್ಲಿ ರೈತ ಹೋರಾಟ, ಚಳುವಳಿಗಳಿಗೆ ಹೆಸರಾಗಿದ್ದು, ಗ್ರಾಮವು ಸ್ವಾಭಾವಿಕ ಗ್ರಾಮವಾಗಿದ್ದು ನಿರಂತರವಾಗಿ ಗ್ರಾಮ ಭಾರತದ ಸತ್ವವನ್ನು ಎಂದು ಉಳಿಸುತ್ತಾ ಬರುತ್ತಿದೆ, ಇದರ ಸ್ವಾಯತ್ತತೆಯನ್ನು ತೀರ್ಮಾನಿಸಿದ್ದಾರೆ. — [146, 794, 394, 884]
story3-headline: ಚರಂಡಿ ನಿರ್ಮಾಣಕ್ಕೆ ಶಾಸಕರಿಂದ ಗುದ್ದಲಿಪೂಜೆ — [416, 525, 746, 552]
story5-rule — [414, 1035, 1524, 1037]
story2-headline: ಮದ್ದೂರು ನಗರಸಭೆಗೆ ಗೆಜ್ಜಲಗೆರೆ ಗ್ರಾಪಂ ಸೇರ್ಪಡೆ ತೀರ್ಮಾನಕ್ಕೆ ಖಂಡನೆ — [40, 531, 372, 594]
safari-attrib — [1290, 2344, 1508, 2384]
story2-lead — [17, 637, 394, 790]
story3-lead — [416, 560, 651, 1027]
story4-col1 — [933, 783, 1214, 1027]
story1-quote: ರೈತರ ಹಿತಾಸಕ್ತಿಯ ನೆಪವನ್ನು ಐಸ್‌ಕ್ರೀಂ ಘಟಕ ಮಾಡುವುದನ್ನಾಗಿ ಅಧ್ಯಕ್ಷ ಸ್ಥಾನದಿಂದ ಇಳಿಸಿದರು. ಅಲ್ಲದೇ ನಾನು ಅನೇಕ ಬಾರಿ ಇದರಿಂದ ರೈತರಿಗೆ ನಷ್ಟ ಎಂದು ಪರಿಪರಿಯಾಗಿ ಹೇಳಿದರು ಕೇಳುವ ಸ್ಥಿತಿಯಲ್ಲಿ ಅಧ್ಯಕ್ಷರು ಹಾಗೂ ಅಧಿಕಾರಿ ವರ್ಗ ಇಲ್ಲ, ಹೀಗಾಗಿ ಹೋರಾಟ ಅನಿವಾರ್ಯವಾಗಿದೆ. ಐಸ್‌ಕ್ರೀಂ ಘಟಕ ನಿರ್ಮಾಣದಿಂದ ಲಾಭಕ್ಕಿಂತ ನಷ್ಟವೇ ಹೆಚ್ಚು ಸಾಲದಲ್ಲಿ ಘಟಕ ಮಾಡುವ ಬದಲು ಬಂಡವಾಳವನ್ನು ಸಂಗ್ರಹಿಸಿಕೊಂಡು ಘಟಕ ನಿರ್ಮಾಣ ಮಾಡಬೇಕು ಎಂದು ಒತ್ತಾಯಿಸಿದರು. — [1251, 93, 1512, 239]
story5-sidebar-text: ಮೆರವಣಿಗೆಯಲ್ಲಿ ಕಂಸಾಳೆ, ಗಾರುಡಿ ಗೊಂಬೆ ಕುಣಿತ, ಕೇರಳ ಚಂಡಾ, ತಮಟೆ, ಮಂಗಳ ವಾದ್ಯ ಡಿಜೆ, ಅನ್ನಿತರ ಕಲಾತಂಡಗಳು ಭಾಗವಹಿಸಿ ವಿಶೇಷ ಮೆರುಗು ನೀಡಿದವು. ಜೋರಾಗಿ ಮಳೆ ಸುರಿದರೂ ಡಿಜೆ ಸೌಂಡಿಗೆ ಯುವಕ ಯುವತಿಯರು ಮಳೆಯಲ್ಲೇ ಕುಣಿದು ಕುಪ್ಪಳಿಸಿದರು. ಮೆರವಣಿಗೆಯಲ್ಲಿ ಮಾಜಿ ಶಾಸಕ ನಿರಂಜನ್ ಕುಮಾರ್, ಯುವ ಮುಖಂಡ ಧೀರಜ್ ಪ್ರಸಾದ್ ಹೋಟೆಲ್ ದಾಸ್ ಲಕ್ಕೂರು ಗಿರೀಶ್ ನವೀನ್ ಮೌರ್ಯ ಮತ್ತಿತರರು ಜೊತೆಗೂಡಿ ನೃತ್ಯ ಮಾಡಿದ್ದರು. — [698, 1564, 941, 1710]
story8-col1-text: ಕಳೆದ ಮೂರು ದಿನಗಳಿಂದ ಸಾಂಸ್ಕೃತಿಕ ನಗರಿ ಮೈಸೂರಿನಲ್ಲಿ ನಿಂತು ನಿಂತು ಸುರಿಯುತ್ತಿರುವ ಮಳೆಯಿಂದಾಗಿ ಮಳೆನಾಡಿನಂತಾಗಿದೆ. ಮೈಸೂರು ಪರಿವರ್ತನೆಗೊಂಡಿದ್ದು, ಸಂಚಾರ ಮತ್ತು ವ್ಯಾಪಾರಕ್ಕೂ ಅಡ್ಡಿಯುಂಟು ಮಾಡಿದೆ. ಭಾರತೀಯ ಹವಾಮಾನ ಇಲಾಖೆಯ ಪ್ರಕಾರ ಜೂನವರೆಗೆ ಮೋಡ ಕವಿದ ವಾತಾವರಣ ಹಾಗೂ ಹಗುರವಾದ ಮಳೆಯಾಗುವುದಾಗಿ ತಿಳಿಸಿದೆ. ಬಂಗಾಳ ಕೊಲ್ಲಿಯ ಪಶ್ಚಿಮ ಕರಾವಳಿಯಲ್ಲಿ ಉಂಟಾಗಿರುವ ವಾಯುಭಾರ ಕುಸಿತದ ಮುಂದಿನ ಮೂರು ಅಥವಾ ನಾಲ್ಕು ದಿನಗಳಲ್ಲಿ ಕರಾವಳಿ ಭಾಗದಲ್ಲಿ ಹೆಚ್ಚು ಮಳೆಯಾಗಲಿದೆ ಜೊತೆಗೆ ಹೆಚ್ಚಿನ ಮೋಡ ಇರುವುದರಿಂದ ಬಿಸಿಲು ಕಡಿಮೆಯಾಗಲಿದೆ. ಮುಂಗಾರು ವೇಳಾಪಟ್ಟಿಗಿಂತ ಬೇಗನೆ ಆರಂಭವಾಗಿದ್ದು, ಈ ಬಾರಿ ಉತ್ತಮ ಮಳೆಯಾಗುವ ನಿರೀಕ್ಷೆಯಿದೆ. — [430, 2007, 715, 2209]
story4-rule — [909, 521, 1524, 523]
story7-dateline: ಮೈಸೂರು: — [13, 2123, 56, 2137]
page-number: 4 — [3, 6, 27, 45]
quote-attrib-text: ವೈ.ಸಿ.ನಾಗೇಂದ್ರ ಚಾಮುಲ್ ಮಾಜಿ ಅಧ್ಯಕ್ಷ — [1221, 328, 1378, 342]
story6-subhead: ಆಧಾರ್ ಗ್ರೂಪ್‌ನಿಂದ ಬೃಹತ್ ಉದ್ಯೋಗ ಮೇಳ — [112, 1378, 302, 1393]
story4-col2: ಸೂಚಿಸಲಾಗಿದೆ ಎಂದರು. ತಾಲ್ಲೂಕಿನಲ್ಲಿ ಮುಂಟುಪ್ಪ ಹಾಗೂ ಮುಕ್ತಿಕಾಲೋನಿಗೆ ಬರುವ ಗ್ರಾಮದಲ್ಲಿ ಮನೆ ನಿರ್ಮಿಸಿ ವಾಸ ಮಾಡುವವರಿಗೆ ಯಾವ ದಾಖಲಾತಿ ಇರಲಿಲ್ಲ ಈಗ ಹಕ್ಕುಪತ್ರ ನೀಡುತ್ತಿದ್ದೇವೆ, ಅರ್ಹ ಫಲಾನುಭವಿಗಳಿಗೆ ಸಮಾನ ಹಂಚಿಕೆ ಮಾಡಲಾಗಿದ್ದು ಪತ್ರವನ್ನು ಪಡೆದುಕೊಳ್ಳಿ. ತಹಶೀಲ್ದಾರ್ ರಮೇಶ್ ಬಾಬು, ಬಗರ್ ಹುಕುಂ ಸಮಿತಿ ಸದಸ್ಯರಾದ ಮಹದೇವಪ್ಪ, ಕಾಂಚನ ಮಹೇಶ್, ಕಂದಾಯ ಇಲಾಖೆ ಅಧಿಕಾರಿಗಳು, ಫಲಾನುಭವಿಗಳು ಮತ್ತಿತರರಿದ್ದರು. — [1225, 785, 1505, 912]
story8-dateline: ಮೈಸೂರು: — [430, 2007, 473, 2021]
story6-body-text: ನಗರದ ಜೆ.ಹೆಚ್.ಪಟೇಲ್ ಸಭಾಂಗಣದಲ್ಲಿ ಅಥಾರ್‌ಗ್ರೂಪ್ ವತಿಯಿಂದ ಬೃಹತ್ ಉದ್ಯೋಗ ಮೇಳ ನಡೆಯಿತು. ಮೇಳಕ್ಕೆ ಚಾಲನೆ ನೀಡಿದ ಜಿಲ್ಲಾ ರೈತ ಹಿತರಕ್ಷಣಾ ಹೋರಾಟ ಸಮಿತಿ ಜಿಲ್ಲಾ ಪ್ರಧಾನ ಕಾರ್ಯದರ್ಶಿ ರಾಜಶೇಖರ ಬಸವನಪುರ ಮಾತನಾಡಿ, ನಿರುದ್ಯೋಗ ಸಮಸ್ಯೆ ನಿವಾರಣೆಗೆ ಆಧಾರ್ ಗ್ರೂಪ್ ಸಹಕಾರಿಯಾಗಿದೆ. ಪ್ರತಿ ತಿಂಗಳು 600 ಕುಟುಂಬದಿಂದ 20 ಲಿಂಗಳ ಗೆ 12 ಸಾವಿರ ಆದಾಯ ನೀಡಲಾಗುತ್ತಿದೆ. ಪ್ರತಿ ತಿಂಗಳು ಬಹುಮಾನ ವಿತರಿಸಲಾಗುತ್ತದೆ. ಕೊನೆಯಲ್ಲಿ ಮನೆಗೆ ಬೇಕಾದ ಗೃಹೋಪಯೋಗಿ ವಸ್ತುಗಳು ಪಡೆಯಬಹುದು ಎಂದರು. ಜಿಲ್ಲಾ ರೈತ ಹಿತರಕ್ಷಣಾ ಹೋರಾಟ ಸಮಿತಿ ಜಿಲ್ಲಾಧ್ಯಕ್ಷ ಆಲೂರು ಮಲ್ಲು ಅಧ್ಯಕ್ಷತೆ ವಹಿಸಿದ್ದರು. ಮಳವಳ್ಳಿ ಆಧಾರ್ ಗ್ರೂಪ್ ಸಂಸ್ಥಾಪಕ ಮಹೇಶ್, ಕೋಆರ್ಡಿನೇಟರ್ ಪ್ರಕಾಶ್, ಚನ್ನೇಗೌಡ, ಸಿದ್ದೇಶ್ ಹಾಗೂ ವೀರಭದ್ರ, ರವಿ, ಮಣಿ, ಜಿ.ಮಹೇಶ್, ಉಪಸ್ಥಿತರು ಚಂದ್ರು ಹಾಜರಿದ್ದರು. — [17, 1604, 395, 1768]
story7-headline: ಯಾರು ಅಂತಹ ಹೇಳಿಕೆ ಕೊಡಬಾರದು: ಬಿ.ಎಸ್.ಯಡಿಯೂರಪ್ಪ — [74, 1904, 337, 1956]
story4-col1-text: ತಾಲ್ಲೂಕಿನ ಮುಕ್ತಿ ಕಾಲೋನಿ ಮತ್ತು ಮುಂಟುಪ್ಪ ಗ್ರಾಮದ ಫಲಾನುಭವಿಗಳಿಗೆ ಕಂದಾಯ ಗ್ರಾಮದ ಹಕ್ಕುಪತ್ರ ಹಾಗೂ ಸಾಗುವಳಿ ಚೀಟಿ ವಿತರಣೆಯನ್ನು ತಾಲ್ಲೂಕು ಕಚೇರಿ ಸಭಾಂಗಣದಲ್ಲಿ ನಡೆದ ಕಾರ್ಯಕ್ರಮದಲ್ಲಿ ಶಾಸಕ ಎಚ್.ಎಂ.ಗಣೇಶ್ ಪ್ರಸಾದ್ ವಿತರಿಸಿದರು. ನಂತರ ಮಾತನಾಡಿ ಫಲಾನುಭವಿಗಳಿಗೆ ವಾಸದ ಮನೆಗೆ ಸಂಬಂಧಿಸಿದಂತೆ ಕಂದಾಯ ಗ್ರಾಮದ 82 ಹಕ್ಕುಪತ್ರ ಹಾಗೂ 10 ಸಾಗುವಳಿ ಪತ್ರ ವಿತರಿಸುತ್ತಿದ್ದು ಮುಂದಿನ ದಿನಗಳಲ್ಲಿ ಹೆಚ್ಚಿನ ಜನರಿಗೆ ನೀಡಲಾಗುವುದು. ಈಗಾಗಲೇ ಅರ್ಜಿ ಸಲ್ಲಿಸಿರುವ ಫಲಾನುಭವಿಗಳಿಗೆ ಹಂತ ಹಂತವಾಗಿ ಕ್ರಮ — [933, 785, 1214, 931]
story3-dateline: ಗುಂಡ್ಲುಪೇಟೆ: — [416, 562, 470, 576]
story8-headline: ಮಳೆನಾಡಿನಂತಾದ ಮೈಸೂರು! — [585, 1930, 1109, 1995]
